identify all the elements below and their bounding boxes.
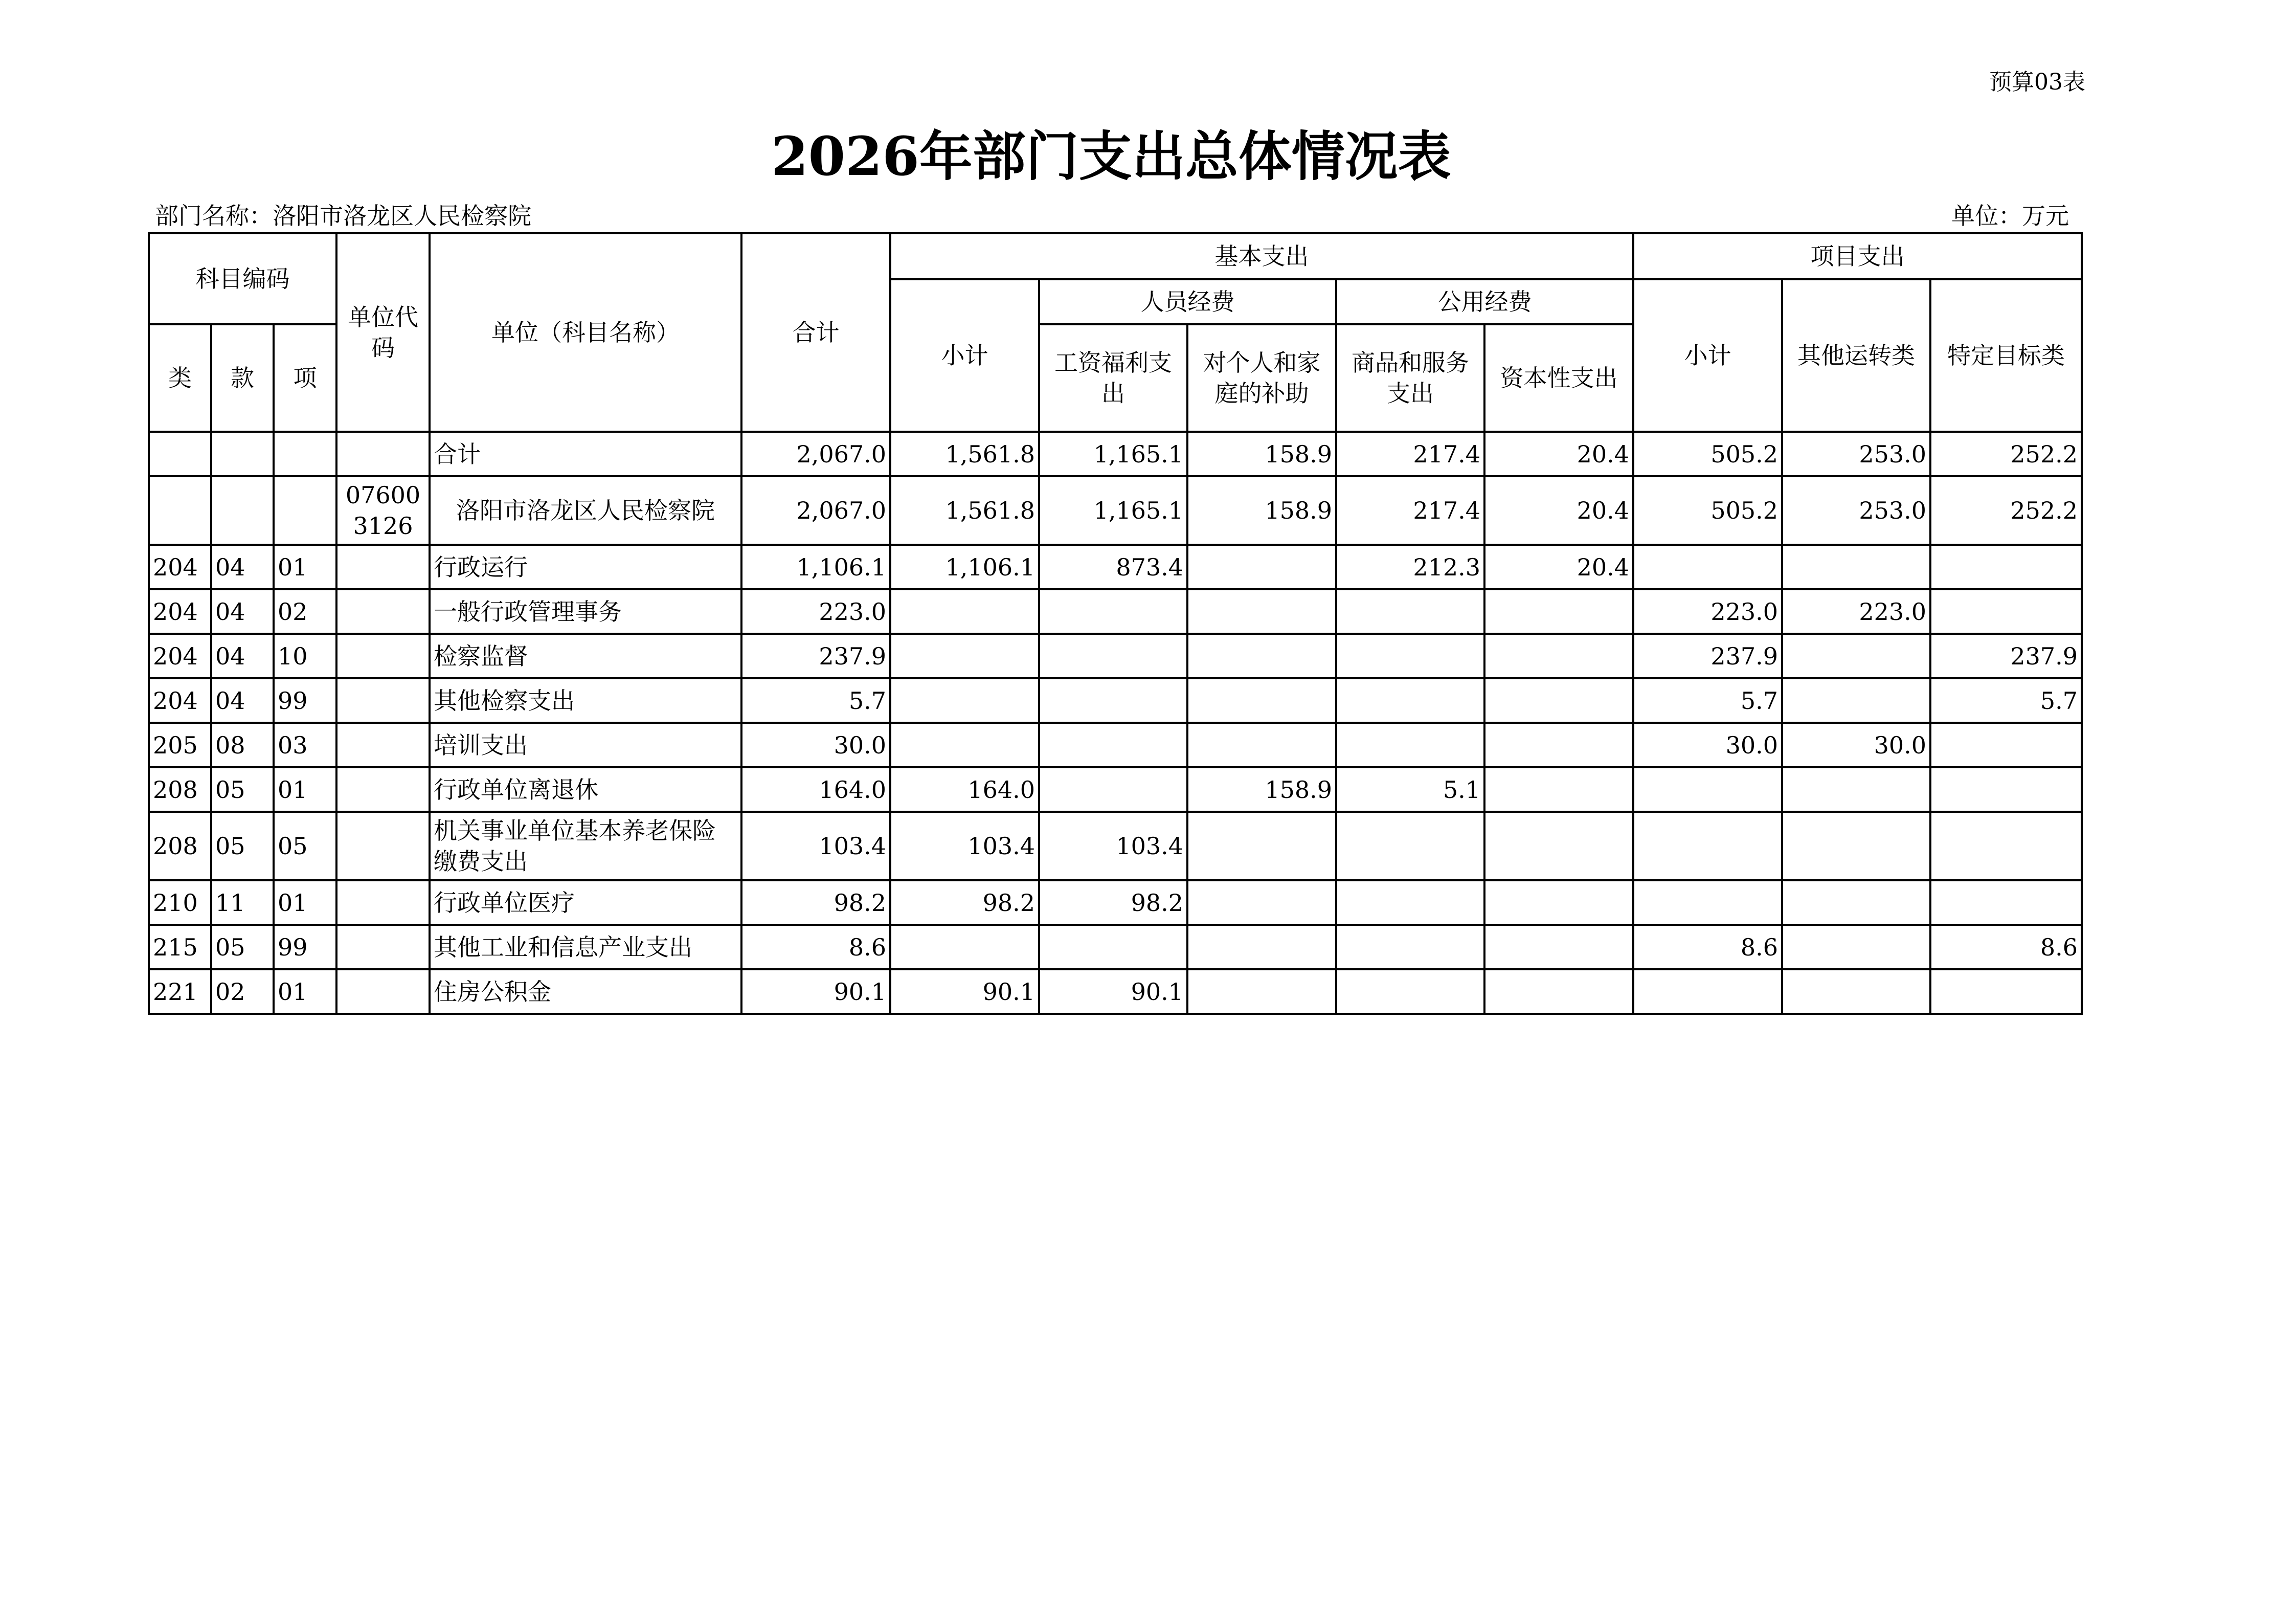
table-row xyxy=(149,634,2082,678)
cell-salary: 103.4 xyxy=(1039,812,1187,880)
header-kuan: 款 xyxy=(211,324,274,432)
cell-p-sub: 223.0 xyxy=(1633,589,1782,634)
cell-b-sub xyxy=(890,634,1039,678)
form-number: 预算03表 xyxy=(1989,69,2085,95)
cell-salary xyxy=(1039,589,1187,634)
header-total: 合计 xyxy=(741,233,890,432)
cell-p-sub: 30.0 xyxy=(1633,723,1782,767)
cell-code xyxy=(336,589,430,634)
header-xiang: 项 xyxy=(274,324,336,432)
cell-salary: 98.2 xyxy=(1039,880,1187,925)
cell-name: 一般行政管理事务 xyxy=(430,589,741,634)
cell-indiv xyxy=(1187,969,1336,1014)
cell-specific xyxy=(1930,589,2082,634)
cell-p-sub: 237.9 xyxy=(1633,634,1782,678)
cell-name: 培训支出 xyxy=(430,723,741,767)
cell-code xyxy=(336,634,430,678)
cell-specific xyxy=(1930,767,2082,812)
cell-total: 8.6 xyxy=(741,925,890,969)
cell-code xyxy=(336,925,430,969)
cell-indiv xyxy=(1187,723,1336,767)
unit-label: 单位：万元 xyxy=(1951,202,2069,230)
cell-p-sub xyxy=(1633,545,1782,589)
cell-specific: 8.6 xyxy=(1930,925,2082,969)
table-row xyxy=(149,880,2082,925)
cell-name: 其他检察支出 xyxy=(430,678,741,723)
cell-other xyxy=(1782,925,1930,969)
cell-name: 住房公积金 xyxy=(430,969,741,1014)
cell-name: 机关事业单位基本养老保险缴费支出 xyxy=(430,812,741,880)
table-row xyxy=(149,476,2082,545)
cell-b-sub xyxy=(890,925,1039,969)
cell-goods: 217.4 xyxy=(1336,432,1484,476)
cell-b-sub: 1,106.1 xyxy=(890,545,1039,589)
cell-code xyxy=(336,678,430,723)
cell-lei: 208 xyxy=(149,767,211,812)
table-row xyxy=(149,589,2082,634)
cell-name: 行政运行 xyxy=(430,545,741,589)
cell-xiang: 01 xyxy=(274,767,336,812)
cell-indiv xyxy=(1187,678,1336,723)
cell-lei: 204 xyxy=(149,634,211,678)
cell-kuan: 05 xyxy=(211,812,274,880)
cell-kuan: 05 xyxy=(211,925,274,969)
cell-goods xyxy=(1336,925,1484,969)
cell-code xyxy=(336,545,430,589)
cell-lei: 221 xyxy=(149,969,211,1014)
cell-capital: 20.4 xyxy=(1484,432,1633,476)
cell-total: 1,106.1 xyxy=(741,545,890,589)
cell-name: 行政单位离退休 xyxy=(430,767,741,812)
cell-capital: 20.4 xyxy=(1484,545,1633,589)
header-unit-name: 单位（科目名称） xyxy=(430,233,741,432)
header-personnel: 人员经费 xyxy=(1039,279,1336,324)
page-title: 2026年部门支出总体情况表 xyxy=(771,125,1451,188)
header-public: 公用经费 xyxy=(1336,279,1633,324)
cell-code xyxy=(336,812,430,880)
cell-goods xyxy=(1336,812,1484,880)
cell-indiv: 158.9 xyxy=(1187,767,1336,812)
cell-name: 合计 xyxy=(430,432,741,476)
cell-total: 2,067.0 xyxy=(741,432,890,476)
cell-total: 237.9 xyxy=(741,634,890,678)
cell-indiv xyxy=(1187,589,1336,634)
header-basic-subtotal: 小计 xyxy=(890,279,1039,432)
cell-name: 洛阳市洛龙区人民检察院 xyxy=(430,476,741,545)
cell-xiang: 10 xyxy=(274,634,336,678)
cell-capital xyxy=(1484,880,1633,925)
cell-xiang xyxy=(274,432,336,476)
header-basic: 基本支出 xyxy=(890,233,1633,279)
table-row xyxy=(149,545,2082,589)
cell-goods: 217.4 xyxy=(1336,476,1484,545)
cell-code xyxy=(336,880,430,925)
cell-b-sub: 90.1 xyxy=(890,969,1039,1014)
cell-other xyxy=(1782,678,1930,723)
header-goods: 商品和服务支出 xyxy=(1336,324,1484,432)
cell-specific xyxy=(1930,723,2082,767)
cell-specific xyxy=(1930,545,2082,589)
cell-lei: 204 xyxy=(149,589,211,634)
cell-goods xyxy=(1336,880,1484,925)
cell-salary: 1,165.1 xyxy=(1039,476,1187,545)
cell-other: 253.0 xyxy=(1782,476,1930,545)
cell-name: 行政单位医疗 xyxy=(430,880,741,925)
cell-specific: 252.2 xyxy=(1930,432,2082,476)
cell-kuan: 11 xyxy=(211,880,274,925)
cell-total: 223.0 xyxy=(741,589,890,634)
cell-kuan: 05 xyxy=(211,767,274,812)
cell-kuan: 02 xyxy=(211,969,274,1014)
header-other-transfer: 其他运转类 xyxy=(1782,279,1930,432)
cell-xiang xyxy=(274,476,336,545)
cell-p-sub xyxy=(1633,969,1782,1014)
cell-goods xyxy=(1336,678,1484,723)
cell-b-sub: 98.2 xyxy=(890,880,1039,925)
cell-b-sub: 103.4 xyxy=(890,812,1039,880)
cell-other xyxy=(1782,545,1930,589)
cell-xiang: 01 xyxy=(274,880,336,925)
cell-capital xyxy=(1484,925,1633,969)
cell-specific: 252.2 xyxy=(1930,476,2082,545)
cell-salary xyxy=(1039,678,1187,723)
department-name: 部门名称：洛阳市洛龙区人民检察院 xyxy=(155,202,531,230)
cell-kuan xyxy=(211,476,274,545)
cell-xiang: 99 xyxy=(274,678,336,723)
cell-lei: 204 xyxy=(149,678,211,723)
cell-other: 253.0 xyxy=(1782,432,1930,476)
cell-salary xyxy=(1039,925,1187,969)
cell-name: 检察监督 xyxy=(430,634,741,678)
cell-other xyxy=(1782,634,1930,678)
cell-kuan xyxy=(211,432,274,476)
cell-xiang: 01 xyxy=(274,969,336,1014)
cell-specific xyxy=(1930,969,2082,1014)
table-row xyxy=(149,767,2082,812)
cell-b-sub xyxy=(890,723,1039,767)
table-row xyxy=(149,678,2082,723)
header-capital: 资本性支出 xyxy=(1484,324,1633,432)
cell-other: 223.0 xyxy=(1782,589,1930,634)
cell-lei xyxy=(149,476,211,545)
expenditure-table xyxy=(148,232,2083,1015)
cell-b-sub: 1,561.8 xyxy=(890,476,1039,545)
cell-kuan: 04 xyxy=(211,545,274,589)
table-row xyxy=(149,723,2082,767)
header-project-subtotal: 小计 xyxy=(1633,279,1782,432)
header-unit-code: 单位代码 xyxy=(336,233,430,432)
cell-capital xyxy=(1484,723,1633,767)
cell-code xyxy=(336,723,430,767)
cell-total: 5.7 xyxy=(741,678,890,723)
cell-xiang: 02 xyxy=(274,589,336,634)
cell-p-sub: 5.7 xyxy=(1633,678,1782,723)
cell-p-sub: 505.2 xyxy=(1633,476,1782,545)
cell-p-sub: 505.2 xyxy=(1633,432,1782,476)
cell-indiv xyxy=(1187,634,1336,678)
cell-goods: 5.1 xyxy=(1336,767,1484,812)
cell-p-sub: 8.6 xyxy=(1633,925,1782,969)
cell-code xyxy=(336,432,430,476)
cell-specific xyxy=(1930,812,2082,880)
cell-salary xyxy=(1039,634,1187,678)
cell-salary xyxy=(1039,723,1187,767)
cell-capital xyxy=(1484,969,1633,1014)
cell-capital xyxy=(1484,678,1633,723)
cell-indiv xyxy=(1187,880,1336,925)
cell-indiv: 158.9 xyxy=(1187,432,1336,476)
cell-specific xyxy=(1930,880,2082,925)
cell-total: 30.0 xyxy=(741,723,890,767)
table-row xyxy=(149,925,2082,969)
cell-code: 076003126 xyxy=(336,476,430,545)
cell-capital: 20.4 xyxy=(1484,476,1633,545)
cell-indiv xyxy=(1187,925,1336,969)
cell-xiang: 01 xyxy=(274,545,336,589)
cell-capital xyxy=(1484,589,1633,634)
cell-total: 164.0 xyxy=(741,767,890,812)
cell-other xyxy=(1782,880,1930,925)
cell-salary: 873.4 xyxy=(1039,545,1187,589)
cell-lei: 210 xyxy=(149,880,211,925)
header-salary: 工资福利支出 xyxy=(1039,324,1187,432)
cell-total: 90.1 xyxy=(741,969,890,1014)
table-row xyxy=(149,812,2082,880)
cell-goods xyxy=(1336,634,1484,678)
cell-xiang: 05 xyxy=(274,812,336,880)
cell-salary: 90.1 xyxy=(1039,969,1187,1014)
cell-goods: 212.3 xyxy=(1336,545,1484,589)
cell-lei: 208 xyxy=(149,812,211,880)
cell-lei: 205 xyxy=(149,723,211,767)
cell-salary: 1,165.1 xyxy=(1039,432,1187,476)
cell-kuan: 04 xyxy=(211,634,274,678)
cell-indiv: 158.9 xyxy=(1187,476,1336,545)
table-row xyxy=(149,969,2082,1014)
cell-indiv xyxy=(1187,812,1336,880)
cell-kuan: 08 xyxy=(211,723,274,767)
cell-kuan: 04 xyxy=(211,589,274,634)
header-individual: 对个人和家庭的补助 xyxy=(1187,324,1336,432)
header-subject-code: 科目编码 xyxy=(149,233,336,324)
cell-other: 30.0 xyxy=(1782,723,1930,767)
cell-kuan: 04 xyxy=(211,678,274,723)
cell-code xyxy=(336,767,430,812)
cell-specific: 5.7 xyxy=(1930,678,2082,723)
header-project: 项目支出 xyxy=(1633,233,2082,279)
cell-goods xyxy=(1336,969,1484,1014)
cell-name: 其他工业和信息产业支出 xyxy=(430,925,741,969)
cell-b-sub xyxy=(890,678,1039,723)
cell-other xyxy=(1782,767,1930,812)
cell-capital xyxy=(1484,812,1633,880)
cell-lei xyxy=(149,432,211,476)
cell-specific: 237.9 xyxy=(1930,634,2082,678)
cell-salary xyxy=(1039,767,1187,812)
table-row xyxy=(149,432,2082,476)
cell-capital xyxy=(1484,767,1633,812)
cell-total: 2,067.0 xyxy=(741,476,890,545)
cell-p-sub xyxy=(1633,812,1782,880)
cell-capital xyxy=(1484,634,1633,678)
cell-code xyxy=(336,969,430,1014)
cell-p-sub xyxy=(1633,880,1782,925)
cell-other xyxy=(1782,969,1930,1014)
cell-xiang: 03 xyxy=(274,723,336,767)
cell-goods xyxy=(1336,589,1484,634)
header-lei: 类 xyxy=(149,324,211,432)
cell-lei: 215 xyxy=(149,925,211,969)
cell-xiang: 99 xyxy=(274,925,336,969)
cell-indiv xyxy=(1187,545,1336,589)
cell-total: 103.4 xyxy=(741,812,890,880)
cell-b-sub: 164.0 xyxy=(890,767,1039,812)
cell-b-sub xyxy=(890,589,1039,634)
cell-p-sub xyxy=(1633,767,1782,812)
cell-total: 98.2 xyxy=(741,880,890,925)
cell-b-sub: 1,561.8 xyxy=(890,432,1039,476)
cell-other xyxy=(1782,812,1930,880)
header-specific: 特定目标类 xyxy=(1930,279,2082,432)
cell-lei: 204 xyxy=(149,545,211,589)
cell-goods xyxy=(1336,723,1484,767)
